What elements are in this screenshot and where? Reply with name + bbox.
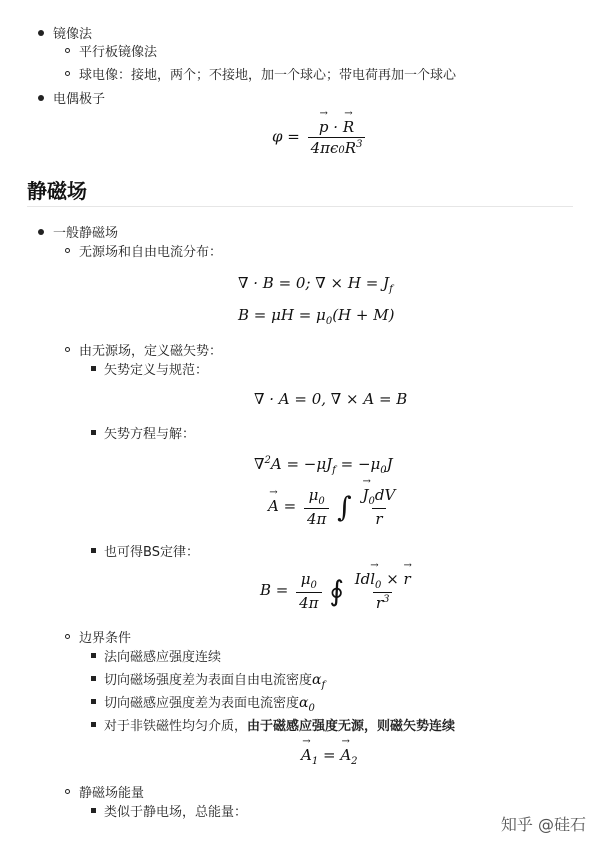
formula-gauge: ∇ · A = 0, ∇ × A = B [254,390,408,408]
list-item-biot-savart: 也可得BS定律： [104,545,199,560]
formula-vector-potential-integral: A → = $\frac{\mu_0}{4\pi}$ ∫ $\frac{J \to_0dV}{r}$ [268,486,401,528]
bullet [65,248,70,253]
bullet [38,30,44,36]
bullet [91,653,96,658]
formula-dipole-potential: φ = $\frac{p \to \cdot R \to}{4\pi\epsilon 0R^3}$ [272,118,368,157]
formula-b-mu-h: $B = \mu H = \mu_0(H + M)$ [238,306,395,327]
bullet [38,229,44,235]
watermark: 知乎 @硅石 [500,815,586,834]
bullet [65,48,70,53]
bullet [91,808,96,813]
formula-biot-savart: B = $\frac{\mu_0}{4\pi}$ ∮ $\frac{Idl \to_0 \times r \to}{r^3}$ [260,570,417,612]
bullet [65,789,70,794]
list-item-plate-mirror: 平行板镜像法 [79,45,158,60]
list-item-nonferromagnetic: 对于非铁磁性均匀介质，由于磁感应强度无源，则磁矢势连续 [104,719,456,734]
list-item-tangential-b: 切向磁感应强度差为表面电流密度$\alpha_0$ [104,695,315,714]
list-item-dipole: 电偶极子 [53,92,106,107]
formula-poisson: $\nabla^2A = -\mu J_f = -\mu_0J$ [254,455,393,476]
list-item-energy-similar: 类似于静电场，总能量： [104,805,248,820]
list-item-vector-potential: 由无源场，定义磁矢势： [79,344,223,359]
list-item-general: 一般静磁场 [53,226,119,241]
list-item-sphere-mirror: 球电像：接地，两个；不接地，加一个球心；带电荷再加一个球心 [79,68,457,83]
list-item-tangential-h: 切向磁场强度差为表面自由电流密度$\alpha_f$ [104,672,326,691]
bullet [91,722,96,727]
bullet [65,71,70,76]
heading-divider [27,206,573,207]
formula-continuity: $A \to_1 = A \to_2$ [301,746,358,767]
bullet [91,430,96,435]
bullet [91,366,96,371]
bullet [65,347,70,352]
list-item-definition-gauge: 矢势定义与规范： [104,363,209,378]
bullet [91,699,96,704]
section-heading-magnetostatics: 静磁场 [27,179,87,203]
bullet [65,634,70,639]
bullet [91,676,96,681]
formula-div-curl: ∇ · B = 0; ∇ × $H = J_f$ [238,274,393,295]
bullet [38,95,44,101]
list-item-sourceless: 无源场和自由电流分布： [79,245,223,260]
list-item-equation-solution: 矢势方程与解： [104,427,196,442]
bullet [91,548,96,553]
list-item-boundary: 边界条件 [79,631,132,646]
list-item-mirror-method: 镜像法 [53,27,93,42]
list-item-energy: 静磁场能量 [79,786,145,801]
list-item-normal-b: 法向磁感应强度连续 [104,650,222,665]
